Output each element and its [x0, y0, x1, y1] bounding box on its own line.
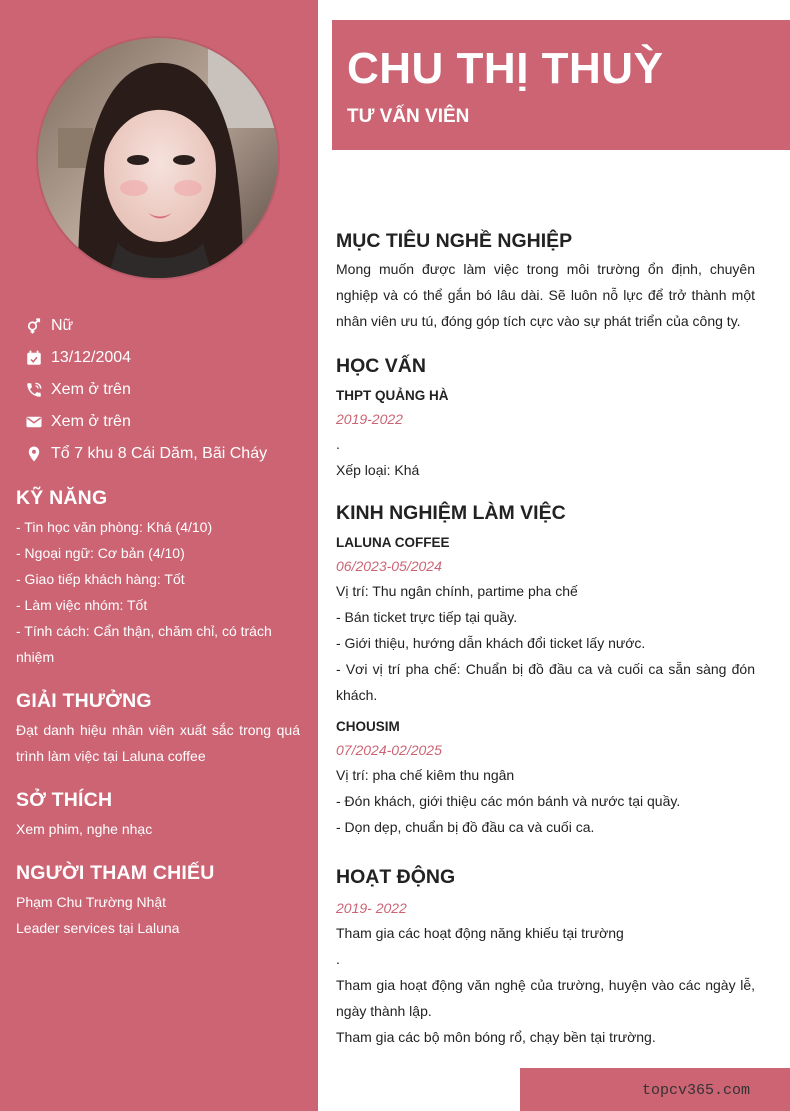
skill-item: - Tính cách: Cẩn thận, chăm chỉ, có trách nhiệm	[16, 623, 272, 665]
contact-address-text: Tổ 7 khu 8 Cái Dăm, Bãi Cháy	[51, 445, 268, 462]
contact-email-text: Xem ở trên	[51, 413, 131, 430]
activity-line: Tham gia các bộ môn bóng rổ, chạy bền tại trường.	[336, 1029, 656, 1045]
awards-title: GIẢI THƯỞNG	[16, 690, 152, 712]
education-section	[336, 351, 755, 483]
objective-title: MỤC TIÊU NGHỀ NGHIỆP	[336, 230, 573, 252]
education-line: Xếp loại: Khá	[336, 462, 420, 478]
job-line: - Vơi vị trí pha chế: Chuẩn bị đồ đầu ca và cuối ca sẵn sàng đón khách.	[336, 661, 755, 703]
job-line: - Đón khách, giới thiệu các món bánh và nước tại quầy.	[336, 793, 681, 809]
skill-item: - Giao tiếp khách hàng: Tốt	[16, 571, 185, 587]
experience-title: KINH NGHIỆM LÀM VIỆC	[336, 502, 566, 524]
contact-list	[24, 310, 267, 470]
name-header	[332, 20, 790, 150]
activity-line: Tham gia các hoạt động năng khiếu tại trường	[336, 925, 624, 941]
location-icon	[24, 444, 44, 464]
job-company: LALUNA COFFEE	[336, 535, 450, 550]
contact-birthday	[24, 342, 267, 374]
footer-bar	[520, 1068, 790, 1111]
job-line: Vị trí: pha chế kiêm thu ngân	[336, 767, 515, 783]
calendar-icon	[24, 348, 44, 368]
awards-text: Đạt danh hiệu nhân viên xuất sắc trong quá trình làm việc tại Laluna coffee	[16, 722, 300, 764]
references-section	[16, 857, 300, 941]
gender-icon	[24, 316, 44, 336]
hobbies-text: Xem phim, nghe nhạc	[16, 821, 153, 837]
contact-gender-text: Nữ	[51, 317, 74, 334]
contact-email	[24, 406, 267, 438]
contact-gender	[24, 310, 267, 342]
job-entry	[336, 716, 755, 840]
sidebar	[0, 0, 318, 1111]
references-title: NGƯỜI THAM CHIẾU	[16, 862, 215, 884]
job-line: - Dọn dẹp, chuẩn bị đồ đầu ca và cuối ca.	[336, 819, 595, 835]
skill-item: - Tin học văn phòng: Khá (4/10)	[16, 519, 213, 535]
skills-section	[16, 482, 300, 670]
activities-title: HOẠT ĐỘNG	[336, 866, 456, 888]
contact-birthday-text: 13/12/2004	[51, 349, 132, 366]
activity-line: Tham gia hoạt động văn nghệ của trường, huyện vào các ngày lễ, ngày thành lập.	[336, 977, 755, 1019]
job-line: - Giới thiệu, hướng dẫn khách đổi ticket lấy nước.	[336, 635, 646, 651]
hobbies-section	[16, 784, 300, 842]
contact-phone-text: Xem ở trên	[51, 381, 131, 398]
job-line: Vị trí: Thu ngân chính, partime pha chế	[336, 583, 578, 599]
reference-line: Leader services tại Laluna	[16, 920, 180, 936]
objective-text: Mong muốn được làm việc trong môi trường ổn định, chuyên nghiệp và có thể gắn bó lâu dài. Sẽ luôn nỗ lực để trở thành một nhân viên ưu tú, đóng góp tích cực vào sự phát triển của công ty.	[336, 261, 755, 329]
job-entry	[336, 532, 755, 708]
skill-item: - Làm việc nhóm: Tốt	[16, 597, 148, 613]
contact-phone	[24, 374, 267, 406]
activity-line: .	[336, 951, 340, 967]
activities-section	[336, 862, 755, 1050]
contact-address	[24, 438, 267, 470]
candidate-role: TƯ VẤN VIÊN	[347, 106, 470, 127]
awards-section	[16, 685, 300, 769]
job-period: 07/2024-02/2025	[336, 742, 442, 758]
experience-section	[336, 498, 755, 840]
activities-period: 2019- 2022	[336, 900, 407, 916]
job-line: - Bán ticket trực tiếp tại quầy.	[336, 609, 518, 625]
school-name: THPT QUẢNG HÀ	[336, 388, 449, 403]
candidate-name: CHU THỊ THUỲ	[347, 44, 664, 93]
hobbies-title: SỞ THÍCH	[16, 789, 113, 811]
watermark-text: topcv365.com	[642, 1082, 751, 1099]
education-line: .	[336, 436, 340, 452]
reference-line: Phạm Chu Trường Nhật	[16, 894, 167, 910]
job-company: CHOUSIM	[336, 719, 400, 734]
avatar-photo	[38, 38, 278, 278]
phone-icon	[24, 380, 44, 400]
email-icon	[24, 412, 44, 432]
job-period: 06/2023-05/2024	[336, 558, 442, 574]
objective-section	[336, 226, 755, 334]
education-period: 2019-2022	[336, 411, 403, 427]
avatar	[38, 38, 278, 278]
education-title: HỌC VẤN	[336, 355, 426, 377]
skill-item: - Ngoại ngữ: Cơ bản (4/10)	[16, 545, 185, 561]
skills-title: KỸ NĂNG	[16, 487, 108, 509]
